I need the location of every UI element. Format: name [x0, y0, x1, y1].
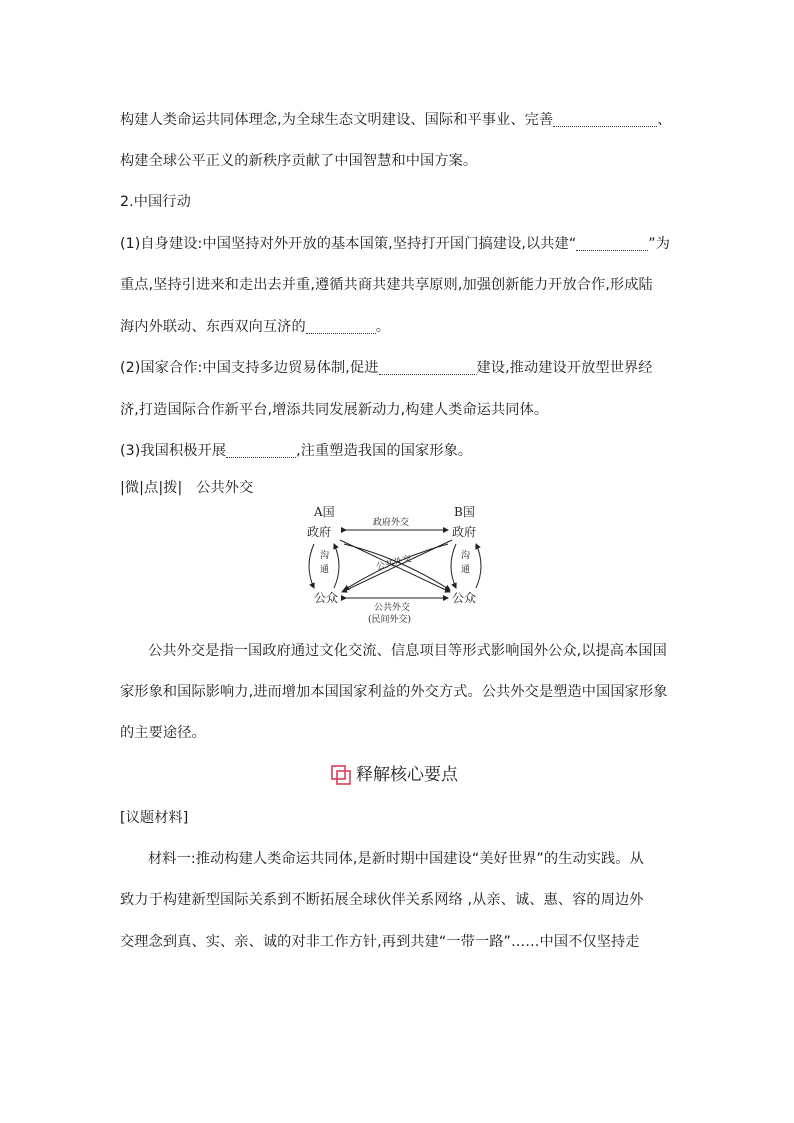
text-line: [120, 358, 653, 378]
text-line: 家形象和国际影响力,进而增加本国国家利益的外交方式。公共外交是塑造中国国家形象: [120, 684, 668, 700]
gov-b-node: 政府: [452, 525, 477, 539]
text-line: 致力于构建新型国际关系到不断拓展全球伙伴关系网络 ,从亲、诚、惠、容的周边外: [120, 892, 644, 908]
comm-char-right-2: 通: [461, 565, 471, 575]
section-title: 释解核心要点: [356, 765, 458, 785]
public-b-node: 公众: [452, 591, 477, 605]
text-line: [120, 317, 390, 337]
text-line: 公共外交是指一国政府通过文化交流、信息项目等形式影响国外公众,以提高本国国: [148, 643, 667, 659]
fill-in-blank[interactable]: [226, 442, 296, 458]
left-communication-arrow-return: [334, 544, 339, 588]
fill-in-blank[interactable]: [553, 111, 657, 127]
comm-char-left-2: 通: [320, 565, 330, 575]
right-communication-arrow-return: [476, 544, 481, 588]
text-segment: 海内外联动、东西双向互济的: [120, 319, 306, 335]
text-line: [120, 441, 472, 461]
public-diplomacy-label: 公共外交: [374, 603, 411, 613]
text-segment: ,注重塑造我国的国家形象。: [296, 443, 473, 459]
text-line: 构建全球公平正义的新秩序贡献了中国智慧和中国方案。: [120, 153, 478, 169]
text-segment: (1)自身建设:中国坚持对外开放的基本国策,坚持打开国门搞建设,以共建“: [120, 236, 577, 252]
text-line: [120, 234, 670, 254]
text-line: 的主要途径。: [120, 725, 206, 741]
left-communication-arrow: [309, 544, 314, 588]
text-segment: ”为: [648, 236, 671, 252]
text-segment: 。: [375, 319, 391, 335]
fill-in-blank[interactable]: [379, 359, 477, 375]
fill-in-blank[interactable]: [306, 318, 376, 334]
text-line: 交理念到真、实、亲、诚的对非工作方针,再到共建“一带一路”……中国不仅坚持走: [120, 934, 640, 950]
center-public-diplomacy-label: 公共外交: [375, 554, 413, 573]
text-segment: 构建人类命运共同体理念,为全球生态文明建设、国际和平事业、完善: [120, 112, 554, 128]
gov-diplomacy-label: 政府外交: [373, 518, 410, 528]
country-b-label: B国: [454, 505, 475, 519]
text-line: 材料一:推动构建人类命运共同体,是新时期中国建设“美好世界”的生动实践。从: [148, 851, 644, 867]
country-a-label: A国: [314, 505, 335, 519]
issue-label: [议题材料]: [120, 810, 189, 826]
comm-char-left-1: 沟: [320, 551, 330, 561]
section-heading: 2.中国行动: [120, 194, 191, 210]
text-segment: (2)国家合作:中国支持多边贸易体制,促进: [120, 360, 379, 376]
text-segment: 、: [657, 112, 672, 128]
gov-a-node: 政府: [307, 525, 332, 539]
section-icon: [330, 763, 354, 787]
right-communication-arrow: [451, 544, 456, 588]
folk-diplomacy-label: (民间外交): [368, 615, 412, 625]
public-diplomacy-diagram: [300, 500, 500, 630]
tip-title: 公共外交: [196, 480, 254, 496]
tip-label: |微|点|拨|: [120, 480, 183, 496]
fill-in-blank[interactable]: [576, 235, 648, 251]
tip-heading: [120, 478, 253, 498]
text-segment: (3)我国积极开展: [120, 443, 227, 459]
public-a-node: 公众: [314, 591, 339, 605]
text-line: 重点,坚持引进来和走出去并重,遵循共商共建共享原则,加强创新能力开放合作,形成陆: [120, 277, 653, 293]
text-line: [120, 110, 672, 130]
text-line: 济,打造国际合作新平台,增添共同发展新动力,构建人类命运共同体。: [120, 402, 549, 418]
comm-char-right-1: 沟: [461, 551, 471, 561]
text-segment: 建设,推动建设开放型世界经: [476, 360, 653, 376]
